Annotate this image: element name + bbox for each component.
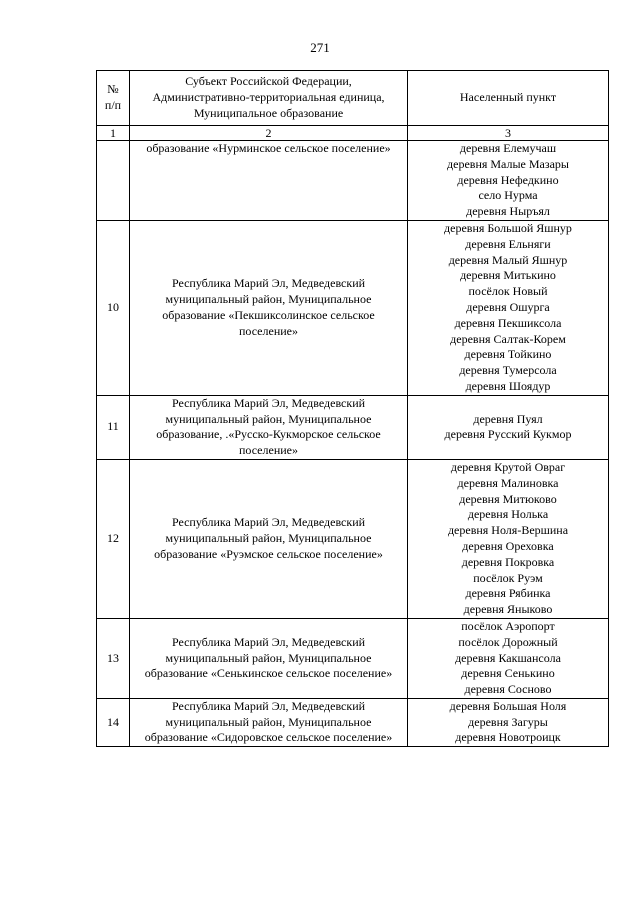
row-number: 10	[97, 220, 130, 395]
row-number: 13	[97, 618, 130, 698]
settlement-name: деревня Большой Яшнур	[444, 220, 572, 235]
subject-line: образование «Пекшиксолинское сельское	[162, 307, 375, 322]
subject-line: муниципальный район, Муниципальное	[165, 292, 372, 307]
settlement-name: деревня Крутой Овраг	[450, 459, 566, 474]
header-subject	[130, 71, 408, 126]
row-subject	[130, 698, 408, 746]
settlement-name: посёлок Руэм	[473, 570, 543, 585]
settlement-name: деревня Ныръял	[466, 204, 550, 219]
subject-line: Республика Марий Эл, Медведевский	[171, 634, 366, 649]
settlement-name: деревня Загуры	[468, 714, 548, 729]
column-number-row	[97, 126, 609, 141]
subject-line: муниципальный район, Муниципальное	[165, 411, 372, 426]
settlement-name: деревня Ореховка	[462, 538, 554, 553]
settlement-name: деревня Большая Ноля	[449, 698, 567, 713]
header-number	[97, 71, 130, 126]
subject-line: Республика Марий Эл, Медведевский	[171, 515, 366, 530]
row-subject	[130, 618, 408, 698]
settlement-name: деревня Ноля-Вершина	[447, 523, 569, 538]
row-number: 12	[97, 459, 130, 618]
row-subject	[130, 395, 408, 459]
settlement-name: деревня Шоядур	[465, 378, 551, 393]
table-row	[97, 618, 609, 698]
column-number: 3	[408, 126, 609, 141]
table-row	[97, 395, 609, 459]
column-number: 1	[97, 126, 130, 141]
row-number: 11	[97, 395, 130, 459]
settlement-name: деревня Ельняги	[465, 236, 551, 251]
settlement-name: деревня Какшансола	[455, 650, 561, 665]
header-number-line: п/п	[104, 98, 122, 112]
subject-line: образование, .«Русско-Кукморское сельское	[156, 427, 381, 442]
settlement-name: деревня Пуял	[473, 411, 543, 426]
settlement-name: деревня Новотроицк	[455, 730, 561, 745]
row-subject	[130, 220, 408, 395]
subject-line: муниципальный район, Муниципальное	[165, 531, 372, 546]
settlement-name: деревня Нолька	[467, 507, 549, 522]
header-subject-line: Административно-территориальная единица,	[152, 90, 385, 105]
settlement-name: деревня Елемучаш	[459, 141, 557, 155]
table-row	[97, 698, 609, 746]
page-number: 271	[310, 40, 330, 55]
settlement-name: посёлок Аэропорт	[461, 618, 555, 633]
subject-line: поселение»	[238, 443, 298, 458]
row-subject	[130, 459, 408, 618]
settlement-name: деревня Пекшиксола	[454, 315, 562, 330]
settlement-name: деревня Малый Яшнур	[448, 252, 568, 267]
settlement-name: деревня Малиновка	[457, 475, 559, 490]
settlement-name: село Нурма	[478, 188, 538, 203]
header-subject-line: Субъект Российской Федерации,	[185, 74, 352, 89]
row-settlements	[408, 459, 609, 618]
header-number-line: №	[107, 82, 119, 97]
subject-line: образование «Руэмское сельское поселение»	[154, 546, 383, 561]
row-subject	[130, 141, 408, 221]
settlement-name: деревня Тумерсола	[459, 363, 557, 378]
settlement-name: деревня Сенькино	[461, 666, 555, 681]
settlement-name: деревня Малые Мазары	[447, 156, 569, 171]
settlement-name: деревня Покровка	[461, 554, 555, 569]
row-settlements	[408, 395, 609, 459]
settlement-name: деревня Яныково	[463, 602, 553, 617]
settlement-name: деревня Тойкино	[464, 347, 552, 362]
subject-line: Республика Марий Эл, Медведевский	[171, 276, 366, 291]
table-header-row	[97, 71, 609, 126]
table-row	[97, 141, 609, 221]
settlement-name: деревня Рябинка	[465, 586, 551, 601]
row-number: 14	[97, 698, 130, 746]
settlement-name: деревня Ошурга	[466, 299, 550, 314]
settlement-name: деревня Русский Кукмор	[444, 427, 572, 442]
settlement-name: деревня Митькино	[460, 268, 556, 283]
table-row	[97, 220, 609, 395]
settlement-name: деревня Нефедкино	[457, 172, 559, 187]
subject-line: Республика Марий Эл, Медведевский	[171, 698, 366, 713]
table-row	[97, 459, 609, 618]
subject-line: образование «Нурминское сельское поселение»	[146, 141, 391, 155]
header-settlement: Населенный пункт	[408, 71, 609, 126]
settlements-table	[96, 70, 609, 747]
row-settlements	[408, 618, 609, 698]
subject-line: образование «Сидоровское сельское поселение»	[144, 730, 393, 745]
settlement-name: посёлок Дорожный	[458, 634, 558, 649]
header-subject-line: Муниципальное образование	[193, 105, 344, 120]
subject-line: муниципальный район, Муниципальное	[165, 650, 372, 665]
settlement-name: деревня Сосново	[464, 682, 552, 697]
subject-line: образование «Сенькинское сельское поселение»	[144, 666, 393, 681]
subject-line: Республика Марий Эл, Медведевский	[171, 395, 366, 410]
row-settlements	[408, 698, 609, 746]
row-settlements	[408, 220, 609, 395]
settlement-name: деревня Митюково	[459, 491, 557, 506]
column-number: 2	[130, 126, 408, 141]
row-settlements	[408, 141, 609, 221]
subject-line: поселение»	[238, 323, 298, 338]
row-number	[97, 141, 130, 221]
settlement-name: посёлок Новый	[468, 284, 548, 299]
table-body	[97, 141, 609, 747]
subject-line: муниципальный район, Муниципальное	[165, 714, 372, 729]
settlement-name: деревня Салтак-Корем	[450, 331, 566, 346]
